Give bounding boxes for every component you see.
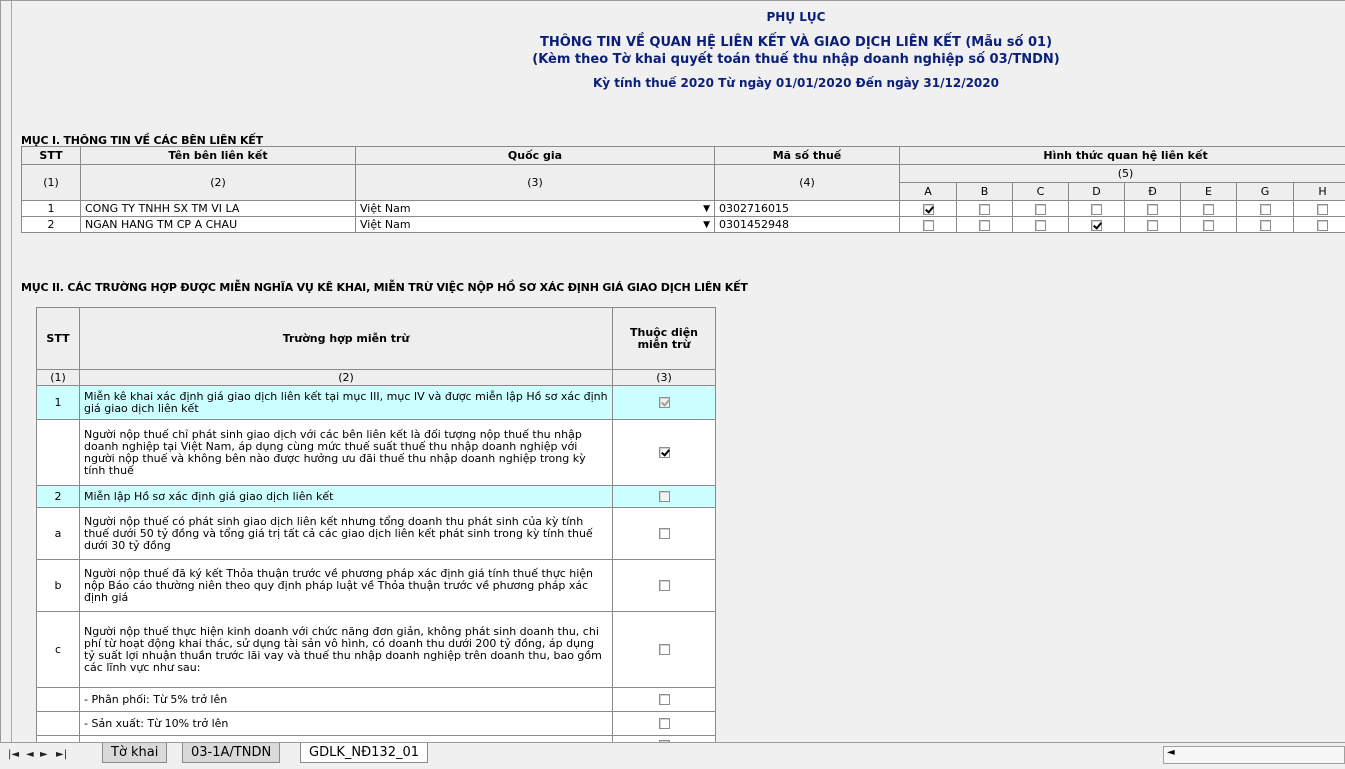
code-3: (3) [613,370,716,386]
col-party-name: Tên bên liên kết [81,147,356,165]
relation-h-checkbox[interactable] [1317,204,1328,215]
table-row [37,486,716,508]
country-select[interactable] [356,217,715,233]
col-country: Quốc gia [356,147,715,165]
table-row [37,386,716,420]
relation-e-checkbox[interactable] [1203,204,1214,215]
relation-dd-checkbox[interactable] [1147,220,1158,231]
row-stt: c [37,612,80,688]
exemption-table [36,307,716,742]
col-stt: STT [22,147,81,165]
code-2: (2) [80,370,613,386]
table-row [37,688,716,712]
row-stt [37,712,80,736]
form-subtitle: (Kèm theo Tờ khai quyết toán thuế thu nhập doanh nghiệp số 03/TNDN) [1,52,1345,67]
country-value: Việt Nam [360,202,411,215]
exempt-checkbox [659,397,670,408]
exempt-checkbox[interactable] [659,580,670,591]
dropdown-arrow-icon[interactable]: ▼ [703,204,710,214]
appendix-title: PHỤ LỤC [1,10,1345,24]
tax-id-cell[interactable]: 0302716015 [715,201,900,217]
exemption-text: Người nộp thuế có phát sinh giao dịch liên kết nhưng tổng doanh thu phát sinh của kỳ tính thuế dưới 50 tỷ đồng và tổng giá trị tất cả các giao dịch liên kết phát sinh trong kỳ tính thuế dưới 30 tỷ đồng [80,508,613,560]
table-row [37,612,716,688]
relation-c-checkbox[interactable] [1035,204,1046,215]
row-stt: 1 [37,386,80,420]
relation-b-checkbox[interactable] [979,204,990,215]
letter-b: B [957,183,1013,201]
relation-b-checkbox[interactable] [979,220,990,231]
exempt-checkbox[interactable] [659,694,670,705]
letter-dd: Đ [1125,183,1181,201]
relation-e-checkbox[interactable] [1203,220,1214,231]
tab-to-khai[interactable]: Tờ khai [102,743,167,763]
letter-g: G [1237,183,1294,201]
relation-c-checkbox[interactable] [1035,220,1046,231]
row-stt [37,420,80,486]
section1-title: MỤC I. THÔNG TIN VỀ CÁC BÊN LIÊN KẾT [21,134,263,147]
tab-gdlk-nd132-01[interactable]: GDLK_NĐ132_01 [300,743,428,763]
relation-a-checkbox[interactable] [923,220,934,231]
party-name-cell[interactable]: NGAN HANG TM CP A CHAU [81,217,356,233]
first-sheet-icon[interactable]: |◄ [8,749,19,760]
row-stt: 1 [22,201,81,217]
relation-g-checkbox[interactable] [1260,204,1271,215]
exempt-checkbox [659,491,670,502]
code-3: (3) [356,165,715,201]
sheet-tab-bar [0,742,1345,769]
row-stt: 2 [37,486,80,508]
col-relation-type: Hình thức quan hệ liên kết [900,147,1345,165]
tax-id-cell[interactable]: 0301452948 [715,217,900,233]
code-1: (1) [22,165,81,201]
exempt-checkbox[interactable] [659,644,670,655]
table-row [22,217,1345,233]
horizontal-scrollbar[interactable] [1163,746,1345,764]
letter-c: C [1013,183,1069,201]
last-sheet-icon[interactable]: ►| [56,749,67,760]
prev-sheet-icon[interactable]: ◄ [26,749,34,760]
table-row [37,420,716,486]
code-2: (2) [81,165,356,201]
relation-h-checkbox[interactable] [1317,220,1328,231]
exemption-text: Người nộp thuế thực hiện kinh doanh với chức năng đơn giản, không phát sinh doanh thu, chi phí từ hoạt động khai thác, sử dụng tài sản vô hình, có doanh thu dưới 200 tỷ đồng, áp dụng tỷ suất lợi nhuận thuần trước lãi vay và thuế thu nhập doanh nghiệp trên doanh thu, bao gồm các lĩnh vực như sau: [80,612,613,688]
exemption-text: Người nộp thuế chỉ phát sinh giao dịch với các bên liên kết là đối tượng nộp thuế thu nhập doanh nghiệp tại Việt Nam, áp dụng cùng mức thuế suất thuế thu nhập doanh nghiệp với người nộp thuế và không bên nào được hưởng ưu đãi thuế thu nhập doanh nghiệp trong kỳ tính thuế [80,420,613,486]
code-1: (1) [37,370,80,386]
row-stt: a [37,508,80,560]
exemption-text: Miễn lập Hồ sơ xác định giá giao dịch liên kết [80,486,613,508]
relation-d-checkbox[interactable] [1091,220,1102,231]
table-row [37,508,716,560]
next-sheet-icon[interactable]: ► [40,749,48,760]
country-value: Việt Nam [360,218,411,231]
code-4: (4) [715,165,900,201]
relation-a-checkbox[interactable] [923,204,934,215]
exempt-checkbox[interactable] [659,447,670,458]
col-exemption-case: Trường hợp miễn trừ [80,308,613,370]
form-title: THÔNG TIN VỀ QUAN HỆ LIÊN KẾT VÀ GIAO DỊCH LIÊN KẾT (Mẫu số 01) [1,35,1345,50]
sheet-left-border [11,1,12,742]
col-stt: STT [37,308,80,370]
exemption-text: - Phân phối: Từ 5% trở lên [80,688,613,712]
exempt-checkbox[interactable] [659,718,670,729]
table-row [22,201,1345,217]
exempt-checkbox[interactable] [659,528,670,539]
exemption-text: Miễn kê khai xác định giá giao dịch liên kết tại mục III, mục IV và được miễn lập Hồ sơ xác định giá giao dịch liên kết [80,386,613,420]
scroll-left-icon[interactable]: ◄ [1167,747,1175,758]
related-parties-table [21,146,1345,233]
table-row [37,712,716,736]
relation-dd-checkbox[interactable] [1147,204,1158,215]
letter-d: D [1069,183,1125,201]
section2-title: MỤC II. CÁC TRƯỜNG HỢP ĐƯỢC MIỄN NGHĨA VỤ KÊ KHAI, MIỄN TRỪ VIỆC NỘP HỒ SƠ XÁC ĐỊNH GIÁ GIAO DỊCH LIÊN KẾT [21,281,748,294]
party-name-cell[interactable]: CONG TY TNHH SX TM VI LA [81,201,356,217]
dropdown-arrow-icon[interactable]: ▼ [703,220,710,230]
col-is-exempt: Thuộc diện miễn trừ [613,308,716,370]
table-row [37,560,716,612]
code-5: (5) [900,165,1345,183]
col-tax-id: Mã số thuế [715,147,900,165]
relation-g-checkbox[interactable] [1260,220,1271,231]
row-stt [37,688,80,712]
tax-period: Kỳ tính thuế 2020 Từ ngày 01/01/2020 Đến ngày 31/12/2020 [1,76,1345,90]
country-select[interactable] [356,201,715,217]
letter-e: E [1181,183,1237,201]
exemption-text: Người nộp thuế đã ký kết Thỏa thuận trước về phương pháp xác định giá tính thuế thực hiện nộp Báo cáo thường niên theo quy định pháp luật về Thỏa thuận trước về phương pháp xác định giá [80,560,613,612]
letter-a: A [900,183,957,201]
tab-03-1a-tndn[interactable]: 03-1A/TNDN [182,743,280,763]
exemption-text: - Sản xuất: Từ 10% trở lên [80,712,613,736]
row-stt: b [37,560,80,612]
relation-d-checkbox[interactable] [1091,204,1102,215]
row-stt: 2 [22,217,81,233]
letter-h: H [1294,183,1345,201]
